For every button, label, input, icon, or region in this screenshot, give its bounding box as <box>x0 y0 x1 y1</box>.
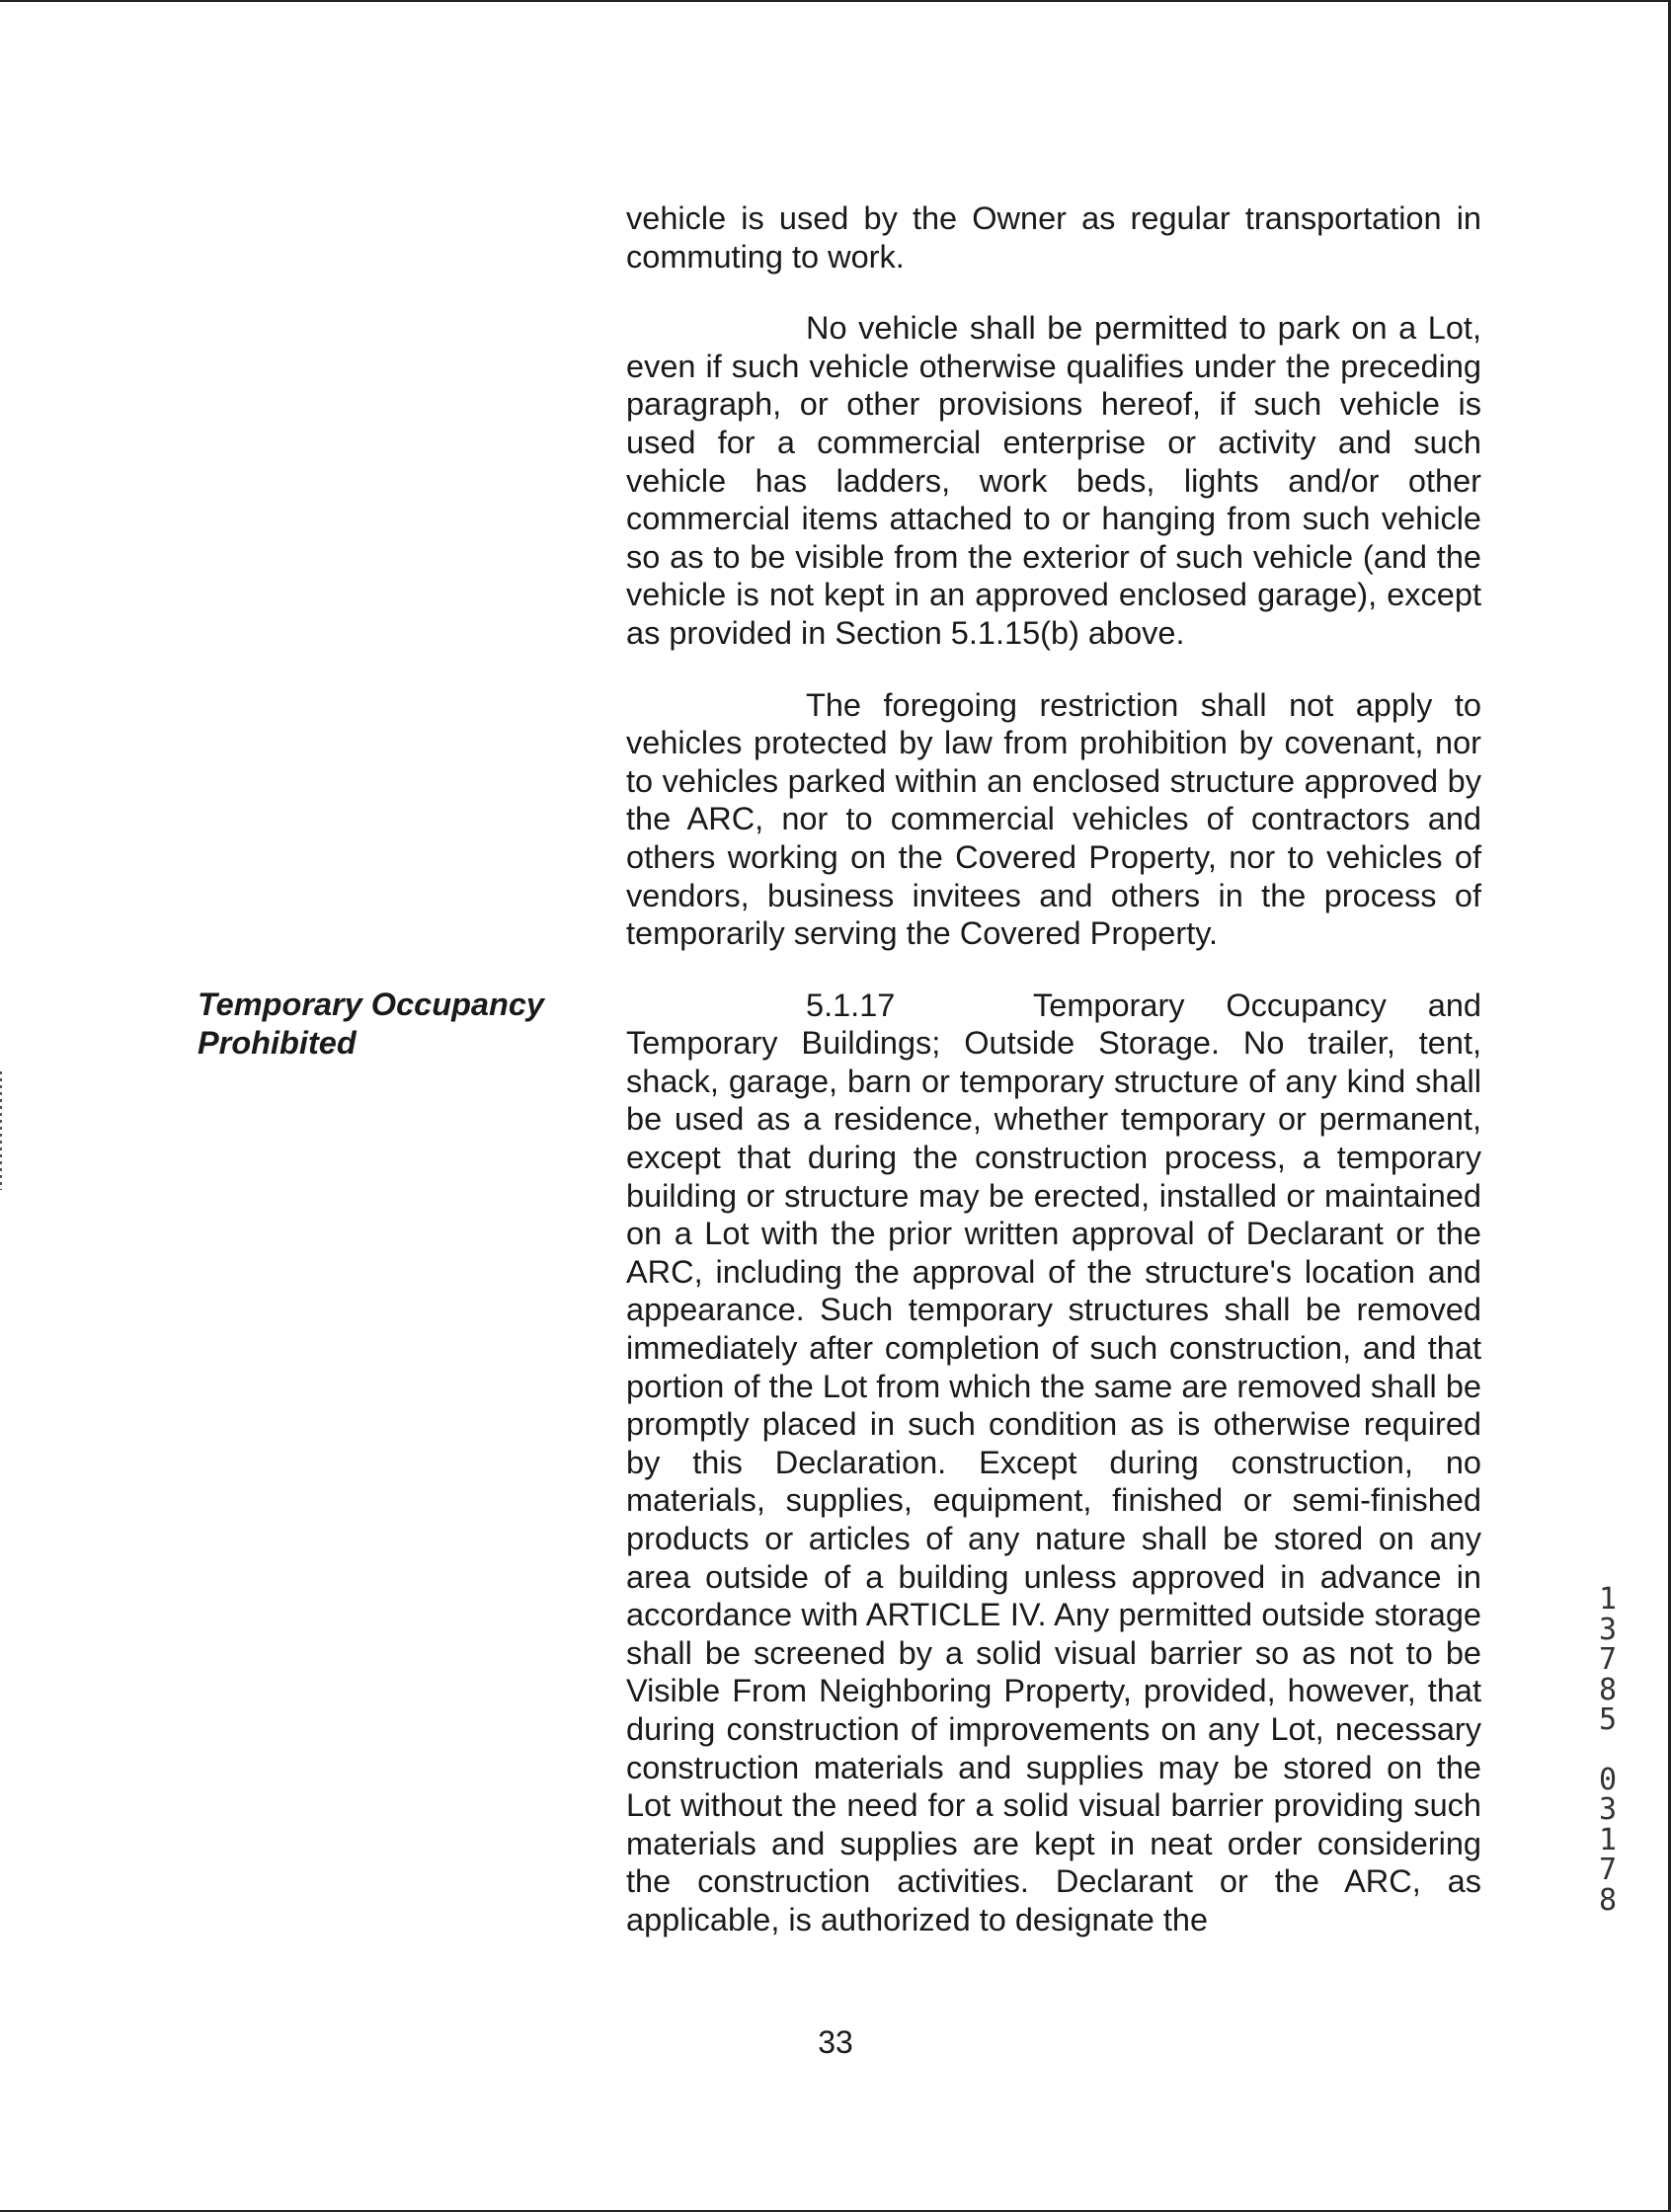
stamp-digit: 1 <box>1598 1822 1618 1857</box>
stamp-digit: 3 <box>1598 1612 1618 1647</box>
stamp-digit: 0 <box>1598 1762 1618 1797</box>
section-5-1-17-text: Temporary Occupancy and Temporary Buildings; Outside Storage. No trailer, tent, shack, garage, barn or temporary structure of any kind shall be used as a residence, whether temporary or permanent, except that during the construction process, a temporary building or structure may be erected, installed or maintained on a Lot with the prior written approval of Declarant or the ARC, including the approval of the structure's location and appearance. Such temporary structures shall be removed immediately after completion of such construction, and that portion of the Lot from which the same are removed shall be promptly placed in such condition as is otherwise required by this Declaration. Except during construction, no materials, supplies, equipment, finished or semi-finished products or articles of any nature shall be stored on any area outside of a building unless approved in advance in accordance with ARTICLE IV. Any permitted outside storage shall be screened by a solid visual barrier so as not to be Visible From Neighboring Property, provided, however, that during construction of improvements on any Lot, necessary construction materials and supplies may be stored on the Lot without the need for a solid visual barrier providing such materials and supplies are kept in neat order considering the construction activities. Declarant or the ARC, as applicable, is authorized to designate the <box>626 987 1481 1937</box>
stamp-digit: 7 <box>1598 1853 1618 1887</box>
stamp-digit: 8 <box>1598 1672 1618 1707</box>
section-number: 5.1.17 <box>806 987 896 1023</box>
paragraph-section-5-1-17 <box>626 987 1481 1939</box>
paragraph-continuation: vehicle is used by the Owner as regular transportation in commuting to work. <box>626 200 1481 275</box>
paragraph-restriction-exceptions: The foregoing restriction shall not apply to vehicles protected by law from prohibition by covenant, nor to vehicles parked within an enclosed structure approved by the ARC, nor to commercial vehicles of contractors and others working on the Covered Property, nor to vehicles of vendors, business invitees and others in the process of temporarily serving the Covered Property. <box>626 686 1481 952</box>
body-text-column <box>626 199 1481 1939</box>
sidebar-heading-line-2: Prohibited <box>198 1024 357 1061</box>
sidebar-heading <box>198 986 593 1062</box>
paragraph-commercial-vehicles: No vehicle shall be permitted to park on a Lot, even if such vehicle otherwise qualifies under the preceding paragraph, or other provisions hereof, if such vehicle is used for a commercial enterprise or activity and such vehicle has ladders, work beds, lights and/or other commercial items attached to or hanging from such vehicle so as to be visible from the exterior of such vehicle (and the vehicle is not kept in an approved enclosed garage), except as provided in Section 5.1.15(b) above. <box>626 310 1481 651</box>
stamp-digit: 7 <box>1598 1642 1618 1677</box>
page-number: 33 <box>818 2024 853 2060</box>
stamp-digit: 3 <box>1598 1792 1618 1827</box>
stamp-digit: 5 <box>1598 1702 1618 1737</box>
stamp-digit: 8 <box>1598 1882 1618 1918</box>
scan-mark-left <box>0 1071 2 1190</box>
stamp-gap <box>1590 1736 1626 1766</box>
sidebar-heading-line-1: Temporary Occupancy <box>198 987 545 1022</box>
scan-edge-top <box>0 0 1671 2</box>
recording-stamp <box>1590 1582 1626 1918</box>
stamp-digit: 1 <box>1598 1582 1618 1617</box>
